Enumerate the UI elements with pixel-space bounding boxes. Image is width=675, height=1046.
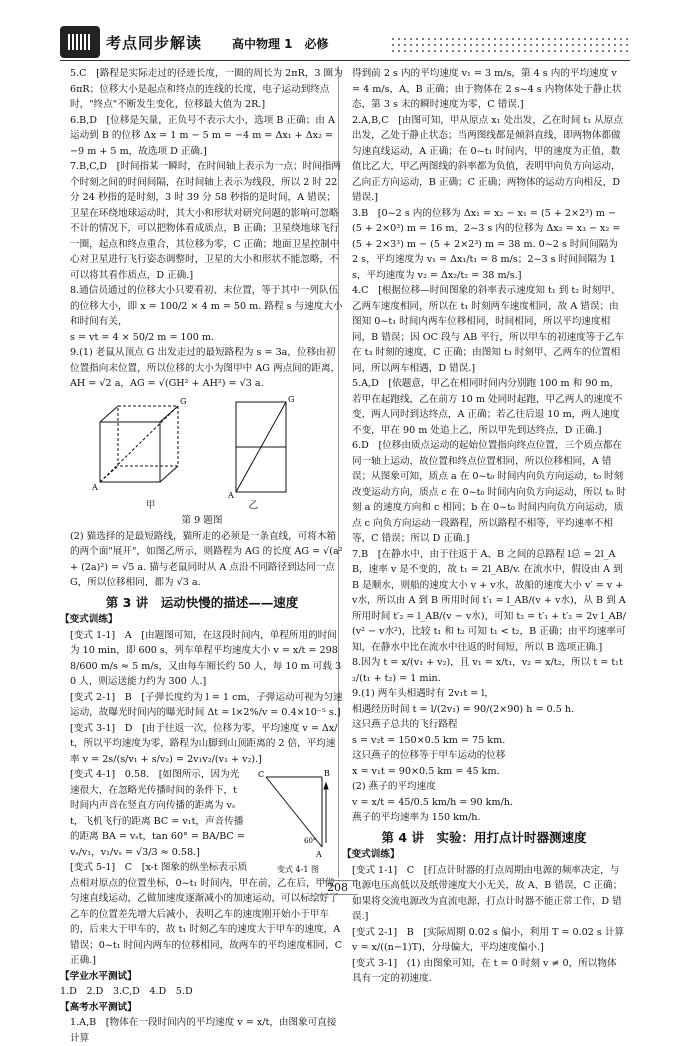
answer-block: 得到前 2 s 内的平均速度 v₁ = 3 m/s，第 4 s 内的平均速度 v = 4 m/s，A、B 正确；由于物体在 2 s~4 s 内物体处于静止状态，第 3 s 末的瞬时速度为零，C 错误.] <box>352 68 622 110</box>
svg-text:A: A <box>228 490 234 500</box>
section-title: 第 3 讲 运动快慢的描述——速度 <box>105 594 299 610</box>
answer-block: 7.B [在静水中，由于往返于 A、B 之间的总路程 l总 = 2l_AB，速率 v 是不变的，故 t₁ = 2l_AB/v. 在流水中，假设由 A 到 B 是顺水，则船的速度大小 v + v水，故船的速度大小 v′ = v + v水，所以由 A 到 B 所用时间 t′₁ = l_AB/(v + v水)，从 B 到 A 所用时间 t′₂ = l_AB/(v − v水)，可知 t₂ = t′₁ + t′₂ = 2v l_AB/(v² − v水²)，比较 t₁ 和 t₂ 可知 t₁ < t₂，B 正确；由平均速率可知，在静水中比在流水中往返的时间短，所以 B 选项正确.] <box>352 548 626 653</box>
page-number: 208 <box>317 880 358 895</box>
answer-block: [变式 3-1] D [由于往返一次，位移为零，平均速度 v = Δx/t，所以平均速度为零，路程为山脚到山顶距离的 2 倍，平均速率 v = 2s/(s/v₁ + s/v₂) = 2v₁v₂/(v₁ + v₂).] <box>70 722 338 765</box>
svg-text:G: G <box>288 394 295 404</box>
right-column <box>342 66 626 984</box>
answer-block: [变式 3-1] (1) 由图象可知，在 t = 0 时刻 v ≠ 0，所以物体具有一定的初速度. <box>352 957 617 984</box>
answer-block: (2) 燕子的平均速度 <box>352 781 436 792</box>
answer-block: 相遇经历时间 t = l/(2v₁) = 90/(2×90) h = 0.5 h. <box>352 703 575 715</box>
answer-block: [变式 2-1] B [子弹长度约为 l = 1 cm，子弹运动可视为匀速运动，故曝光时间内的曝光时间 Δt = l×2%/v = 0.4×10⁻⁵ s.] <box>70 691 343 718</box>
answer-block: 9.(1) 两车头相遇时有 2v₁t = l， <box>352 688 495 699</box>
subject-title: 高中物理 1 必修 <box>232 37 329 51</box>
svg-text:A: A <box>92 482 98 492</box>
answer-block: 5.C [路程是实际走过的径迹长度，一圈的周长为 2πR，3 圈为 6πR；位移大小是起点和终点的连线的长度，电子运动到终点时，"终点"不断发生变化，位移最大值为 2R.] <box>70 68 343 110</box>
answer-block: [变式 1-1] A [由题图可知，在这段时间内，单程所用的时间为 10 min，即 600 s，列车单程平均速度大小 v = x/t = 2988/600 m/s ≈ 5 m/s，又由每车厢长约 50 人，每 10 m 可载 30 人，则运送能力约为 300 人.] <box>70 629 342 687</box>
answer-block: (2) 猫选择的是最短路线，猫所走的必须是一条直线，可将木箱的两个面"展开"，如图乙所示，则路程为 AG 的长度 AG = √(a² + (2a)²) = √5 a. 猫与老鼠同时从 A 点沿不同路径到达同一点 G，所以位移相同，都为 √3 a. <box>70 530 343 588</box>
answer-block: 6.B,D [位移是矢量，正负号不表示大小，选项 B 正确；由 A 运动到 B 的位移 Δx = 1 m − 5 m = −4 m = Δx₁ + Δx₂ = −9 m + 5 m，故选项 D 正确.] <box>70 114 335 157</box>
answer-list: 1.D 2.D 3.C,D 4.D 5.D <box>60 986 193 997</box>
figure-caption: 变式 4-1 图 <box>277 864 319 874</box>
answer-block: 3.B [0~2 s 内的位移为 Δx₁ = x₂ − x₁ = (5 + 2×2³) m − (5 + 2×0³) m = 16 m，2~3 s 内的位移为 Δx₂ = x₃ − x₂ = (5 + 2×3³) m − (5 + 2×2³) m = 38 m. 0~2 s 时间间隔为 2 s，平均速度为 v₁ = Δx₁/t₁ = 8 m/s；2~3 s 时间间隔为 1 s，平均速度为 v₂ = Δx₂/t₂ = 38 m/s.] <box>352 207 621 281</box>
answer-block: [变式 2-1] B [实际周期 0.02 s 偏小，利用 T = 0.02 s 计算 v = x/((n−1)T)，分母偏大，平均速度偏小.] <box>352 926 625 953</box>
answer-block: [变式 1-1] C [打点计时器的打点周期由电源的频率决定，与电源电压高低以及纸带速度大小无关，故 A、B 错误，C 正确；如果将交流电源改为直流电源，打点计时器不能正常工作，D 错误.] <box>352 864 623 922</box>
figure-label-b: 乙 <box>248 499 259 511</box>
answer-block: s = vt = 4 × 50/2 m = 100 m. <box>70 331 215 343</box>
figure-label-a: 甲 <box>145 499 156 511</box>
answer-block: 7.B,C,D [时间指某一瞬时，在时间轴上表示为一点；时间指两个时刻之间的时间间隔，在时间轴上表示为线段，所以 2 时 22 分 24 秒指的是时刻，3 时 39 分 58 秒指的是时间，A 错误；卫星在环绕地球运动时，其大小和形状对研究问题的影响可忽略不计的情况下，可以把物体看成质点，B 正确；卫星绕地球飞行一圈，起点和终点重合，其位移为零，C 正确；地面卫星控制中心对卫星进行飞行姿态调整时，卫星的大小和形状不能忽略，不可以将其看作质点，D 正确.] <box>70 161 341 281</box>
brand-title: 考点同步解读 <box>106 34 203 52</box>
answer-block: 9.(1) 老鼠从顶点 G 出发走过的最短路程为 s = 3a，位移由初位置指向末位置，所以位移的大小为图甲中 AG 两点间的距离，AH = √2 a，AG = √(GH² + AH²) = √3 a. <box>70 347 341 389</box>
answer-block: x = v₁t = 90×0.5 km = 45 km. <box>352 765 500 777</box>
figure-cube <box>60 392 344 512</box>
book-logo-icon <box>60 26 100 58</box>
answer-block: [变式 5-1] C [x-t 图象的纵坐标表示质点相对原点的位置坐标，0~t₁ 时间内，甲在前，乙在后，甲做匀速直线运动，乙做加速度逐渐减小的加速运动，可以标绘好了乙车的位置差先增大后减小，表明乙车的速度刚开始小于甲车的，后来大于甲车的，故 t₁ 时刻乙车的速度大于甲车的速度，A 错误；0~t₁ 时间内两车的位移相同，故两车的平均速度相同，C 正确.] <box>70 862 343 966</box>
page-header <box>60 26 630 60</box>
answer-block: [变式 4-1] 0.58. [如图所示，因为光速很大，在忽略光传播时间的条件下，t 时间内声音在竖直方向传播的距离为 vₛt，飞机飞行的距离 BC = v₁t，声音传播的距离 BA = vₛt，tan 60° = BA/BC = vₛ/v₁，v₁/vₛ = √3/3 ≈ 0.58.] <box>70 769 245 858</box>
answer-block: 4.C [根据位移—时间图象的斜率表示速度知 t₁ 到 t₂ 时刻甲、乙两车速度相同，所以在 t₁ 时刻两车速度相同，故 A 错误；由图知 0~t₁ 时间内两车位移相同，时间相同，所以平均速度相同，B 错误；因 OC 段与 AB 平行，所以甲车的初速度等于乙车在 t₃ 时刻的速度，C 正确；由图知 t₃ 时刻甲、乙两车的位置相同，所以两车相遇，D 错误.] <box>352 285 625 374</box>
answer-block: v = x/t = 45/0.5 km/h = 90 km/h. <box>352 796 514 808</box>
cube-diagram <box>60 392 344 512</box>
figure-triangle <box>252 767 344 874</box>
triangle-diagram <box>252 767 344 859</box>
decorative-dots <box>390 36 630 52</box>
svg-text:C: C <box>258 770 265 779</box>
answer-block: 8.因为 t = x/(v₁ + v₂)，且 v₁ = x/t₁，v₂ = x/t₂，所以 t = t₁t₂/(t₁ + t₂) = 1 min. <box>352 657 623 684</box>
subsection-label: 【变式训练】 <box>342 849 400 860</box>
answer-block: 这只燕子总共的飞行路程 <box>352 719 458 730</box>
answer-block: s = v₂t = 150×0.5 km = 75 km. <box>352 734 506 746</box>
answer-block: 5.A,D [依题意，甲乙在相同时间内分别跑 100 m 和 90 m，若甲在起跑线，乙在前方 10 m 处同时起跑，甲乙两人的速度不变，两人同时到达终点，A 正确；若乙往后退 10 m，两人速度不变，甲在 90 m 处追上乙，所以甲先到达终点，D 正确.] <box>352 378 623 436</box>
svg-text:B: B <box>324 769 330 778</box>
figure-caption: 第 9 题图 <box>181 515 223 526</box>
svg-text:A: A <box>316 850 322 859</box>
svg-text:G: G <box>180 396 187 406</box>
answer-block: 6.D [位移由质点运动的起始位置指向终点位置，三个质点都在同一轴上运动，故位置和终点位置相同，所以位移相同，A 错误；从图象可知，质点 a 在 0~t₀ 时间内向负方向运动，t₀ 时刻改变运动方向，质点 c 在 0~t₀ 时间内向负方向运动，所以 t₀ 时刻 a 的速度方向和 c 相同；b 在 0~t₀ 时间内向负方向运动，质点 c 向负方向运动一段路程，所以路程不相等，平均速率不相等，C 错误；所以 D 正确.] <box>352 440 626 544</box>
subsection-label: 【学业水平测试】 <box>60 970 137 982</box>
section-title: 第 4 讲 实验：用打点计时器测速度 <box>381 829 587 845</box>
answer-block: 2.A,B,C [由图可知，甲从原点 x₁ 处出发，乙在时间 t₁ 从原点出发，乙处于静止状态；当两图线都是倾斜直线，即两物体都做匀速直线运动，A 正确；在 0~t₁ 时间内，甲的速度为正值，数值比乙大，甲乙两图线的斜率都为负值，表明甲向负方向运动，乙向正方向运动，B 正确；C 正确；两物体的运动方向相反，D 错误.] <box>352 114 623 203</box>
subsection-label: 【高考水平测试】 <box>60 1001 137 1013</box>
page-footer <box>0 880 675 895</box>
angle-label: 60° <box>304 837 317 845</box>
header-rule <box>60 60 630 61</box>
subsection-label: 【变式训练】 <box>60 614 118 625</box>
answer-block: 1.A,B [物体在一段时间内的平均速度 v = x/t，由图象可直接计算 <box>70 1017 337 1044</box>
answer-block: 燕子的平均速率为 150 km/h. <box>352 812 481 823</box>
answer-block: 这只燕子的位移等于甲车运动的位移 <box>352 750 506 761</box>
answer-block: 8.通信员通过的位移大小只要看初、末位置，等于其中一列队伍的位移大小，即 x = 100/2 × 4 m = 50 m. 路程 s 与速度大小和时间有关， <box>70 285 343 327</box>
